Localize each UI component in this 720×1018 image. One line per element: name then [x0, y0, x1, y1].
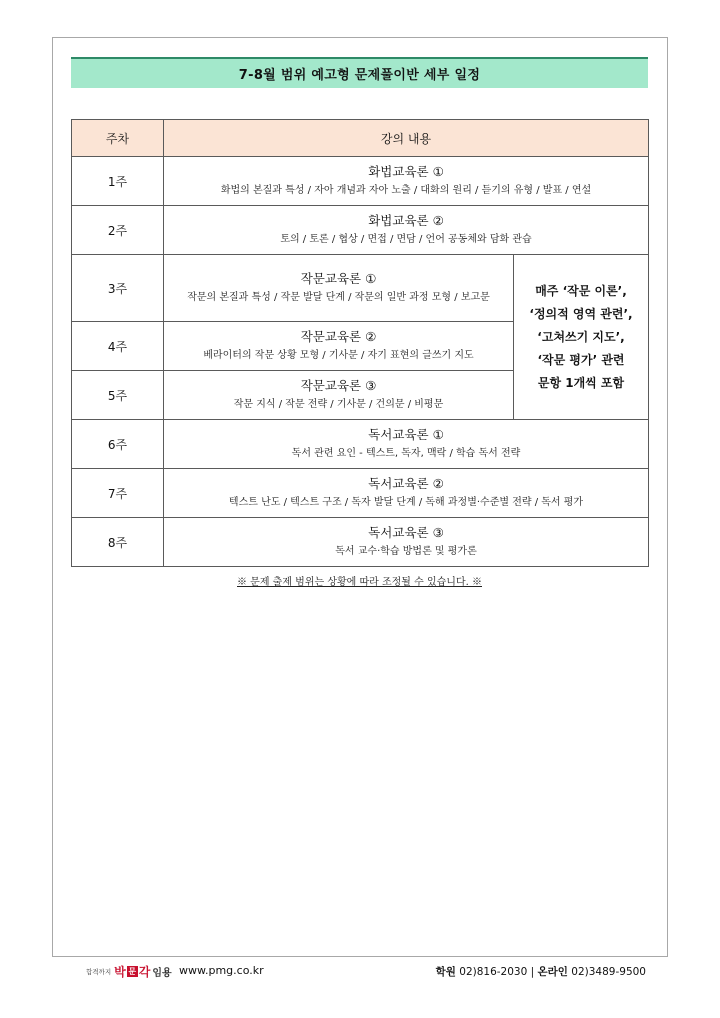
lecture-title: 화법교육론 ①: [368, 164, 444, 179]
content-cell: [164, 157, 649, 206]
content-cell: [164, 206, 649, 255]
footer-separator: |: [530, 966, 535, 978]
lecture-title: 작문교육론 ①: [300, 271, 377, 286]
week-cell: 7주: [72, 469, 164, 518]
page-footer: [86, 962, 646, 982]
table-header-row: [72, 120, 649, 157]
lecture-title: 독서교육론 ③: [368, 525, 444, 540]
lecture-title: 작문교육론 ②: [300, 329, 377, 344]
week-cell: 4주: [72, 322, 164, 371]
table-row: [72, 420, 649, 469]
table-row: [72, 469, 649, 518]
table-row: [72, 518, 649, 567]
writing-note-cell: [514, 255, 649, 420]
week-cell: 6주: [72, 420, 164, 469]
note-line: 매주 ‘작문 이론’,: [535, 283, 627, 298]
lecture-desc: 텍스트 난도 / 텍스트 구조 / 독자 발달 단계 / 독해 과정별·수준별 전략 / 독서 평가: [228, 497, 584, 508]
schedule-title: 7-8월 범위 예고형 문제풀이반 세부 일정: [71, 57, 648, 88]
logo-brand-box: 문: [128, 967, 137, 976]
schedule-table: [71, 119, 649, 567]
table-row: [72, 157, 649, 206]
table-row: [72, 255, 649, 322]
logo-sub: 임용: [152, 968, 172, 979]
note-line: 문항 1개씩 포함: [537, 375, 625, 390]
week-cell: 3주: [72, 255, 164, 322]
lecture-desc: 독서 관련 요인 - 텍스트, 독자, 맥락 / 학습 독서 전략: [291, 448, 521, 459]
online-label: 온라인: [537, 966, 568, 978]
pmg-logo[interactable]: [86, 963, 172, 980]
lecture-desc: 작문 지식 / 작문 전략 / 기사문 / 건의문 / 비평문: [233, 399, 444, 410]
content-cell: [164, 518, 649, 567]
content-cell: [164, 322, 514, 371]
lecture-title: 독서교육론 ②: [368, 476, 444, 491]
lecture-desc: 작문의 본질과 특성 / 작문 발달 단계 / 작문의 일반 과정 모형 / 보고문: [187, 292, 490, 303]
footnote-text: ※ 문제 출제 범위는 상황에 따라 조정될 수 있습니다. ※: [237, 577, 482, 588]
note-line: ‘작문 평가’ 관련: [537, 352, 625, 367]
header-content: 강의 내용: [164, 120, 649, 157]
week-cell: 2주: [72, 206, 164, 255]
note-line: ‘정의적 영역 관련’,: [529, 306, 633, 321]
lecture-title: 화법교육론 ②: [368, 213, 444, 228]
content-cell: [164, 420, 649, 469]
logo-brand-2: 각: [138, 965, 151, 979]
lecture-title: 작문교육론 ③: [300, 378, 377, 393]
footnote: [71, 573, 648, 588]
table-row: [72, 206, 649, 255]
week-cell: 8주: [72, 518, 164, 567]
page-frame-bottom: [52, 956, 668, 957]
lecture-desc: 토의 / 토론 / 협상 / 면접 / 면담 / 언어 공동체와 담화 관습: [280, 234, 532, 245]
website-link[interactable]: www.pmg.co.kr: [179, 964, 264, 977]
week-cell: 1주: [72, 157, 164, 206]
content-cell: [164, 371, 514, 420]
academy-label: 학원: [435, 966, 456, 978]
week-cell: 5주: [72, 371, 164, 420]
content-cell: [164, 255, 514, 322]
lecture-title: 독서교육론 ①: [368, 427, 444, 442]
lecture-desc: 화법의 본질과 특성 / 자아 개념과 자아 노출 / 대화의 원리 / 듣기의 유형 / 발표 / 연설: [220, 185, 592, 196]
header-week: 주차: [72, 120, 164, 157]
academy-phone: 02)816-2030: [459, 966, 528, 978]
content-cell: [164, 469, 649, 518]
logo-tagline: 합격까지: [86, 968, 112, 976]
online-phone: 02)3489-9500: [571, 966, 646, 978]
lecture-desc: 베라이터의 작문 상황 모형 / 기사문 / 자기 표현의 글쓰기 지도: [203, 350, 474, 361]
note-line: ‘고쳐쓰기 지도’,: [537, 329, 625, 344]
lecture-desc: 독서 교수·학습 방법론 및 평가론: [335, 546, 477, 557]
logo-brand-1: 박: [114, 965, 126, 979]
contact-info: [436, 964, 646, 979]
